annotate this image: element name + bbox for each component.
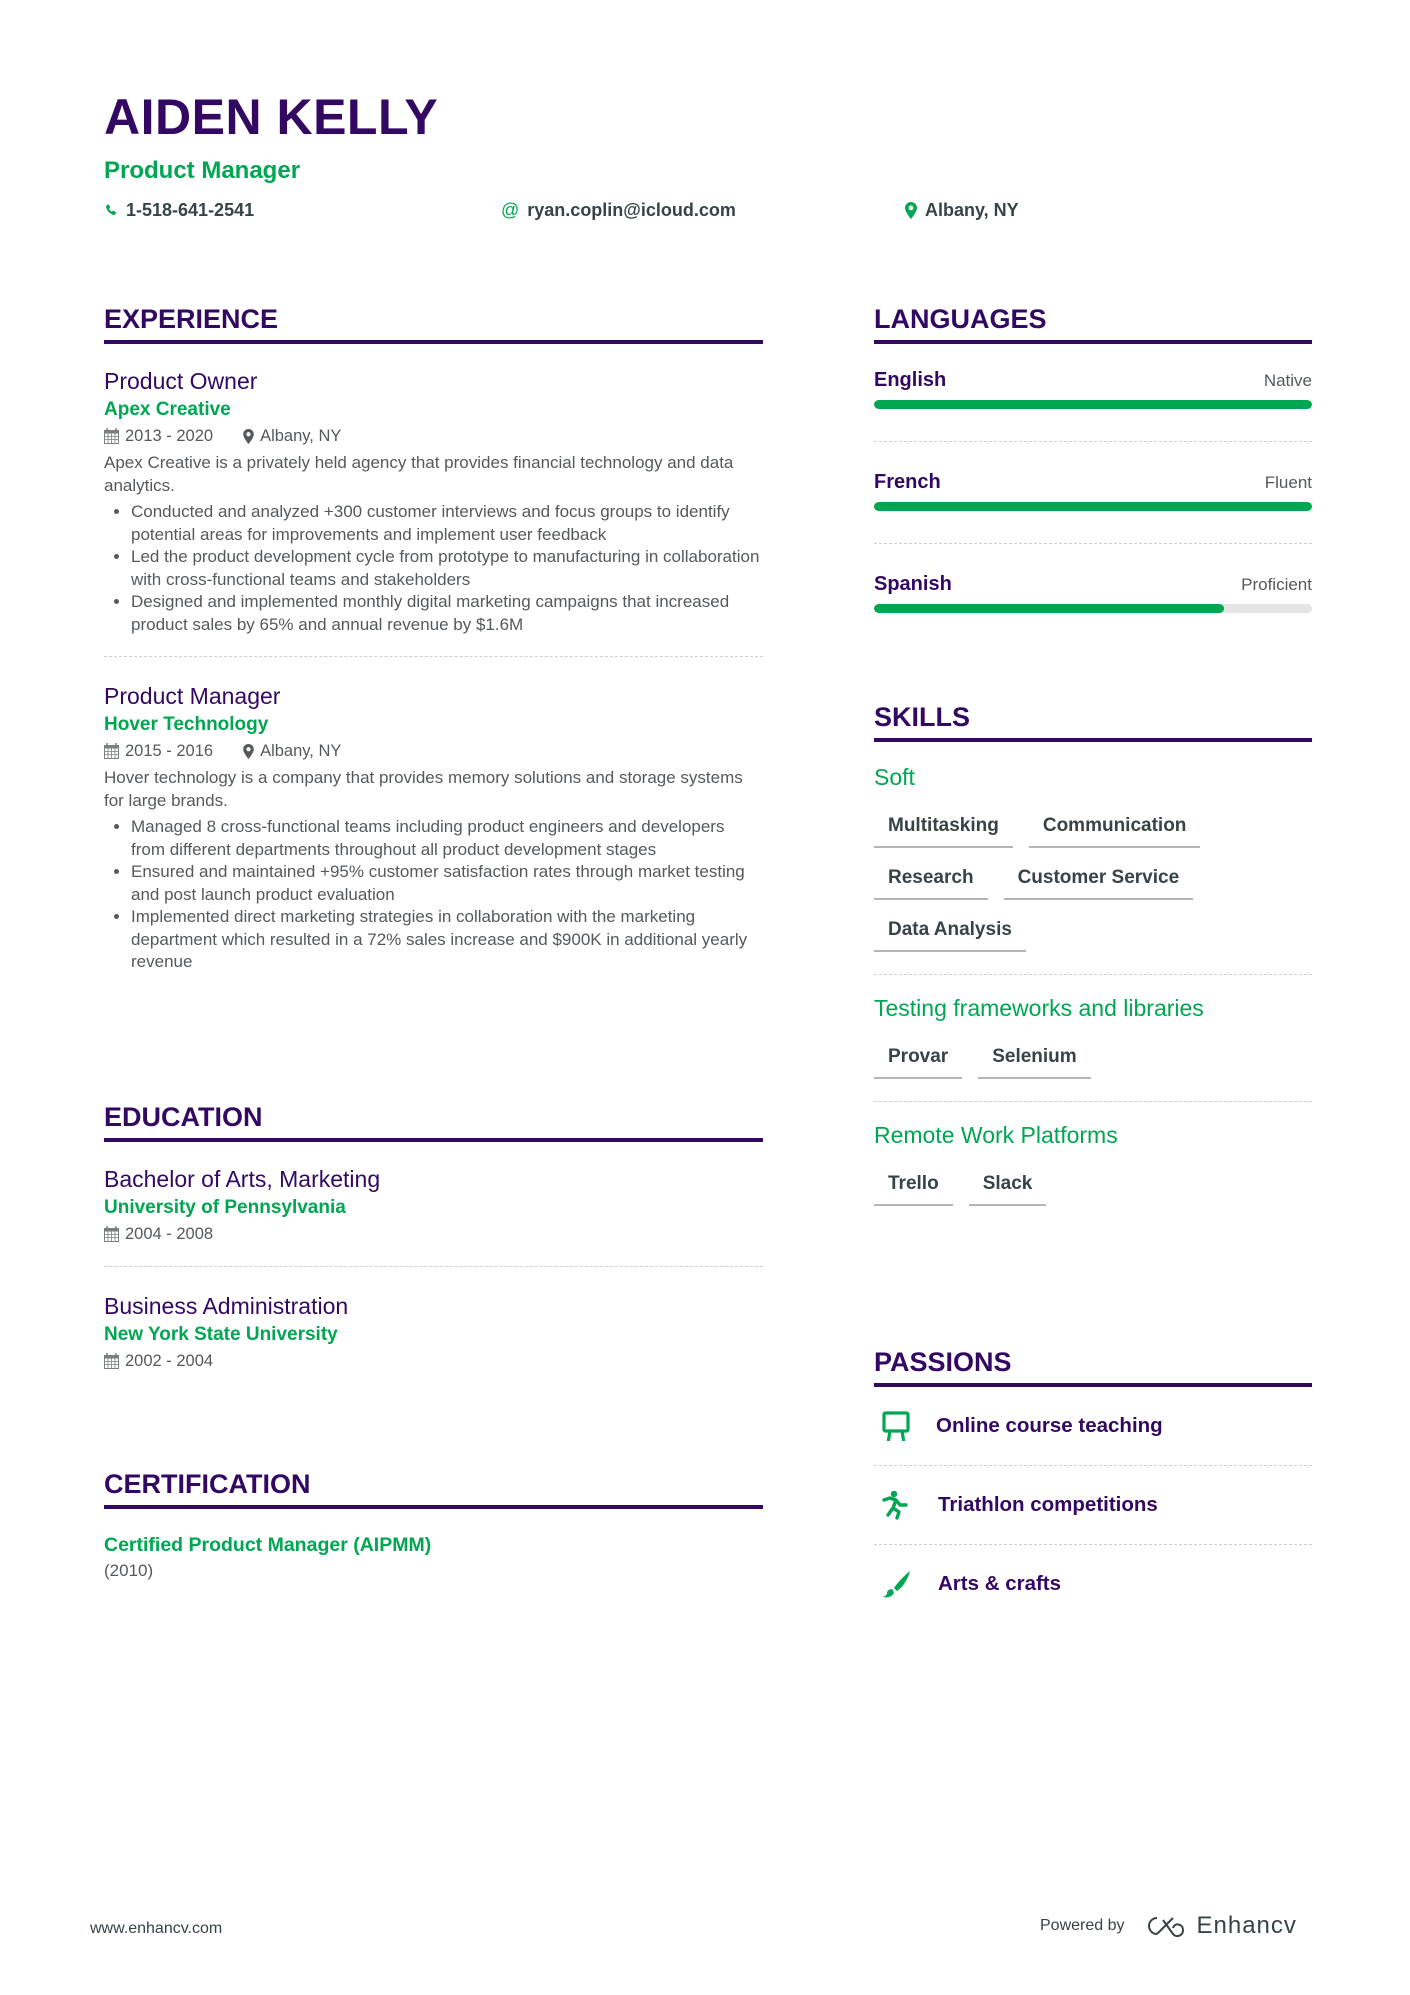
at-icon: @ [501,200,520,220]
powered-by-text: Powered by [1040,1917,1125,1934]
achievement-list [104,816,763,974]
certification-section [104,1467,763,1583]
language-proficiency-bar [874,400,1312,409]
job-location: Albany, NY [260,427,342,445]
language-level: Proficient [1241,575,1312,594]
company-name: Hover Technology [104,714,269,735]
calendar-icon [104,743,119,759]
contact-email[interactable] [501,198,736,222]
skill-tag: Data Analysis [874,918,1026,952]
experience-section [104,302,763,994]
certification-name: Certified Product Manager (AIPMM) [104,1534,432,1556]
experience-entry [104,656,763,994]
education-meta [104,1222,763,1246]
section-title-skills: SKILLS [874,700,1312,742]
presentation-board-icon [882,1411,910,1441]
skill-tag: Research [874,866,988,900]
passion-label: Arts & crafts [938,1572,1062,1595]
education-dates: 2002 - 2004 [125,1352,214,1370]
achievement-list [104,501,763,636]
education-entry [104,1266,763,1393]
location-pin-icon [905,202,917,219]
job-dates: 2013 - 2020 [125,427,214,445]
certification-entry [104,1509,763,1583]
footer-website-link[interactable]: www.enhancv.com [90,1920,223,1937]
calendar-icon [104,1353,119,1369]
achievement-item: • Led the product development cycle from prototype to manufacturing in collaboration with cross-functional teams and stakeholders [131,546,763,591]
calendar-icon [104,428,119,444]
section-title-education: EDUCATION [104,1100,763,1142]
skill-group-title: Soft [874,764,915,790]
running-person-icon [882,1490,912,1520]
achievement-item: • Designed and implemented monthly digital marketing campaigns that increased product sales by 65% and annual revenue by $1.6M [131,591,763,636]
achievement-item: • Implemented direct marketing strategies in collaboration with the marketing department which resulted in a 72% sales increase and $900K in additional yearly revenue [131,906,763,974]
language-name: French [874,471,941,493]
skill-tag: Customer Service [1004,866,1194,900]
location-pin-icon [243,744,254,759]
skill-group [874,742,1312,974]
job-dates: 2015 - 2016 [125,742,214,760]
skill-group-title: Testing frameworks and libraries [874,995,1204,1021]
job-meta [104,424,763,448]
education-meta [104,1349,763,1373]
school-name: University of Pennsylvania [104,1197,346,1218]
contact-phone[interactable] [104,198,254,222]
phone-icon [104,202,118,218]
location-text: Albany, NY [925,200,1019,220]
skill-tag: Selenium [978,1045,1090,1079]
passion-item [874,1387,1312,1465]
certification-year: (2010) [104,1561,154,1580]
language-name: English [874,369,947,391]
achievement-item: • Managed 8 cross-functional teams including product engineers and developers from different departments throughout all product development stages [131,816,763,861]
contact-location [905,198,1019,222]
achievement-item: • Conducted and analyzed +300 customer interviews and focus groups to identify potential areas for improvements and implement user feedback [131,501,763,546]
skill-tag: Provar [874,1045,962,1079]
experience-entry [104,344,763,656]
section-title-certification: CERTIFICATION [104,1467,763,1509]
section-title-passions: PASSIONS [874,1345,1312,1387]
passion-item [874,1544,1312,1623]
skill-tag: Trello [874,1172,953,1206]
degree-name: Business Administration [104,1293,349,1319]
company-description: Hover technology is a company that provides memory solutions and storage systems for large brands. [104,768,743,810]
skill-group [874,1101,1312,1228]
languages-section [874,302,1312,645]
footer-branding[interactable] [1040,1912,1297,1940]
skills-section [874,700,1312,1228]
company-name: Apex Creative [104,399,231,420]
location-pin-icon [243,429,254,444]
section-title-experience: EXPERIENCE [104,302,763,344]
section-title-languages: LANGUAGES [874,302,1312,344]
skill-tag: Slack [969,1172,1047,1206]
achievement-item: • Ensured and maintained +95% customer satisfaction rates through market testing and post launch product evaluation [131,861,763,906]
education-section [104,1100,763,1393]
language-item [874,441,1312,543]
school-name: New York State University [104,1324,338,1345]
passion-label: Triathlon competitions [938,1493,1158,1516]
skill-tag: Multitasking [874,814,1013,848]
skill-group [874,974,1312,1101]
passion-item [874,1465,1312,1544]
job-role: Product Manager [104,683,281,709]
language-proficiency-bar [874,604,1312,613]
email-text: ryan.coplin@icloud.com [527,200,736,220]
education-entry [104,1142,763,1266]
language-level: Native [1263,371,1312,390]
skill-tag: Communication [1029,814,1201,848]
passion-label: Online course teaching [936,1414,1163,1437]
skill-tags [874,1045,1312,1079]
language-item [874,543,1312,645]
job-meta [104,739,763,763]
paintbrush-icon [882,1569,912,1599]
enhancv-logo-icon [1143,1914,1189,1938]
skill-tags [874,814,1312,952]
passions-section [874,1345,1312,1623]
language-proficiency-bar [874,502,1312,511]
brand-name: Enhancv [1196,1912,1297,1939]
enhancv-logo [1143,1912,1297,1940]
language-item [874,344,1312,441]
skill-tags [874,1172,1312,1206]
candidate-title: Product Manager [104,157,301,184]
company-description: Apex Creative is a privately held agency that provides financial technology and data analytics. [104,453,734,495]
phone-text: 1-518-641-2541 [126,200,255,220]
job-role: Product Owner [104,368,258,394]
candidate-name: AIDEN KELLY [104,89,439,145]
language-name: Spanish [874,573,952,595]
calendar-icon [104,1226,119,1242]
education-dates: 2004 - 2008 [125,1225,214,1243]
job-location: Albany, NY [260,742,342,760]
language-level: Fluent [1264,473,1312,492]
skill-group-title: Remote Work Platforms [874,1122,1118,1148]
degree-name: Bachelor of Arts, Marketing [104,1166,381,1192]
